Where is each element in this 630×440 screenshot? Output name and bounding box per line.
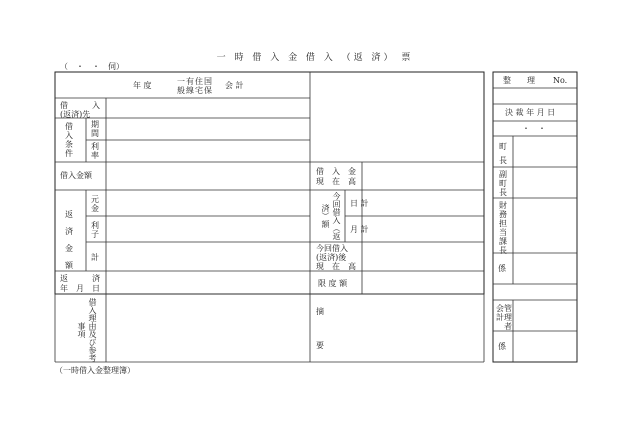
account-line2: 般線宅保	[177, 86, 213, 95]
repay-amount-label: 返済金額	[65, 210, 73, 270]
conditions-label: 借入条件	[65, 122, 73, 158]
mayor-label: 町長	[499, 142, 507, 165]
accounting-manager-left: 会計	[496, 304, 504, 322]
vice-mayor-label: 副町長	[499, 170, 507, 197]
repay-date-line2: 年 月 日	[60, 284, 100, 293]
month-total-label: 月 計	[350, 225, 369, 234]
summary-bottom-label: 要	[316, 341, 324, 350]
total-label: 計	[91, 253, 99, 262]
current-balance-line1: 借 入 金	[316, 167, 356, 176]
remarks-label: 借入理由及び参考事項	[77, 298, 97, 362]
decision-date-label: 決 裁 年 月 日	[505, 108, 556, 117]
loan-amount-label: 借入金額	[60, 171, 92, 180]
interest-label: 利子	[91, 221, 99, 239]
after-balance-line3: 現 在 高	[316, 262, 356, 271]
rate-label: 利率	[91, 142, 99, 160]
clerk1-label: 係	[498, 264, 506, 273]
repay-date-line1: 返 済	[60, 274, 100, 283]
decision-date-dots: ・ ・	[522, 124, 546, 133]
fiscal-year-label: 年 度	[133, 81, 152, 90]
main-table-border	[55, 72, 484, 294]
after-balance-line2: (返済)後	[316, 253, 347, 262]
finance-chief-label: 財務担当課長	[499, 201, 507, 255]
form-title: 一 時 借 入 金 借 入 （返 済） 票	[216, 53, 414, 63]
this-time-label: 今回借入（返済）額	[321, 192, 341, 240]
day-total-label: 日 計	[350, 199, 369, 208]
clerk2-label: 係	[498, 342, 506, 351]
footer-note: （一時借入金整理簿）	[55, 366, 135, 375]
arrange-label: 整 理	[503, 76, 535, 85]
accounting-manager-right: 管理者	[504, 304, 512, 331]
limit-label: 限 度 額	[318, 279, 348, 288]
request-date: （ ・ ・ 伺）	[60, 62, 124, 71]
lender-label-line2: (返済)先	[60, 110, 91, 119]
number-label: No.	[553, 76, 568, 85]
summary-top-label: 摘	[316, 307, 324, 316]
account-line1: 一有住国	[177, 77, 213, 86]
account-suffix: 会 計	[225, 81, 244, 90]
after-balance-line1: 今回借入	[316, 244, 348, 253]
lender-label-line1: 借 入	[60, 101, 100, 110]
principal-label: 元金	[91, 195, 99, 213]
period-label: 期間	[91, 120, 99, 138]
current-balance-line2: 現 在 高	[316, 177, 356, 186]
